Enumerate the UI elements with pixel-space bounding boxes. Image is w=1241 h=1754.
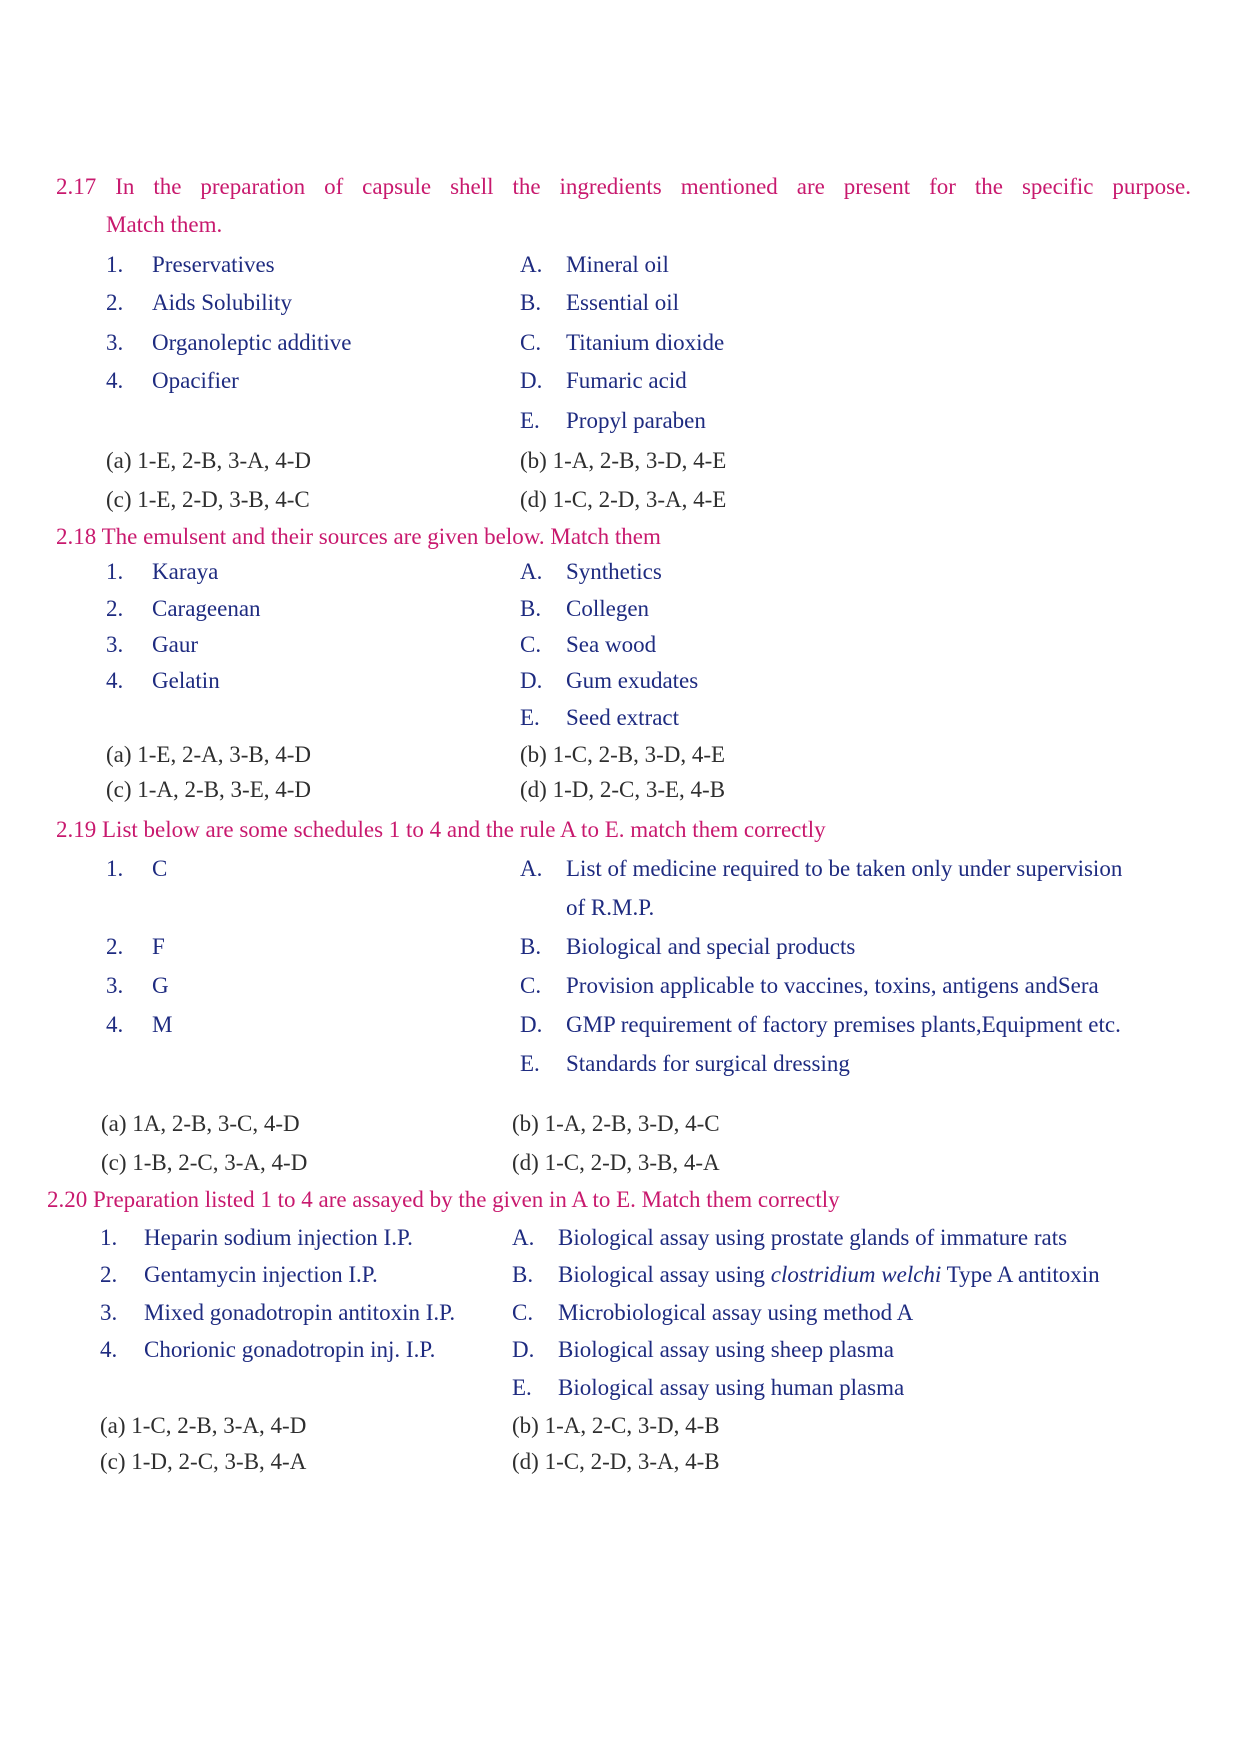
match-letter: B. — [520, 934, 542, 959]
match-letter: D. — [520, 668, 543, 693]
answer-option-d: (d) 1-C, 2-D, 3-A, 4-B — [512, 1449, 720, 1474]
item-number: 3. — [100, 1300, 118, 1325]
match-text: Biological and special products — [566, 934, 856, 959]
match-text: Collegen — [566, 596, 650, 621]
match-letter: A. — [520, 559, 543, 584]
match-letter: E. — [520, 408, 540, 433]
item-number: 2. — [106, 596, 124, 621]
answer-option-d: (d) 1-C, 2-D, 3-A, 4-E — [520, 487, 727, 512]
item-text: Carageenan — [152, 596, 261, 621]
item-number: 3. — [106, 330, 124, 355]
answer-option-b: (b) 1-A, 2-B, 3-D, 4-E — [520, 448, 727, 473]
match-text-italic: clostridium welchi — [770, 1262, 942, 1287]
item-text: Gentamycin injection I.P. — [144, 1262, 378, 1287]
item-number: 2. — [106, 934, 124, 959]
question-heading — [56, 524, 661, 550]
match-letter: B. — [520, 290, 542, 315]
question-heading — [56, 817, 826, 843]
question-text-continued: Match them. — [106, 212, 223, 237]
question-heading — [56, 174, 1191, 200]
question-text: List below are some schedules 1 to 4 and the rule A to E. match them correctly — [102, 817, 826, 842]
item-number: 2. — [100, 1262, 118, 1287]
match-text: GMP requirement of factory premises plants,Equipment etc. — [566, 1012, 1121, 1037]
question-text: The emulsent and their sources are given below. Match them — [101, 524, 661, 549]
match-text-start: Biological assay using — [558, 1262, 771, 1287]
question-text: In the preparation of capsule shell the ingredients mentioned are present for the specific purpose. — [115, 174, 1192, 199]
match-letter: D. — [520, 1012, 543, 1037]
item-text: Mixed gonadotropin antitoxin I.P. — [144, 1300, 456, 1325]
answer-option-a: (a) 1-E, 2-A, 3-B, 4-D — [106, 742, 312, 767]
match-text: Propyl paraben — [566, 408, 706, 433]
item-number: 3. — [106, 632, 124, 657]
answer-option-a: (a) 1-C, 2-B, 3-A, 4-D — [100, 1413, 307, 1438]
item-number: 4. — [100, 1337, 118, 1362]
match-text: Biological assay using human plasma — [558, 1375, 905, 1400]
match-text: Titanium dioxide — [566, 330, 725, 355]
match-text: Seed extract — [566, 705, 680, 730]
match-letter: B. — [512, 1262, 534, 1287]
answer-option-c: (c) 1-D, 2-C, 3-B, 4-A — [100, 1449, 307, 1474]
item-text: Organoleptic additive — [152, 330, 352, 355]
match-letter: A. — [512, 1225, 535, 1250]
question-number: 2.20 — [47, 1187, 88, 1212]
match-letter: C. — [520, 330, 542, 355]
item-text: Opacifier — [152, 368, 239, 393]
item-text: C — [152, 856, 168, 881]
question-heading — [47, 1187, 840, 1213]
match-text-continued: of R.M.P. — [566, 895, 655, 920]
answer-option-b: (b) 1-C, 2-B, 3-D, 4-E — [520, 742, 726, 767]
item-number: 1. — [100, 1225, 118, 1250]
item-number: 1. — [106, 559, 124, 584]
item-text: Heparin sodium injection I.P. — [144, 1225, 413, 1250]
match-text: Sea wood — [566, 632, 657, 657]
answer-option-b: (b) 1-A, 2-C, 3-D, 4-B — [512, 1413, 720, 1438]
item-text: Gaur — [152, 632, 198, 657]
item-number: 4. — [106, 368, 124, 393]
match-text: Mineral oil — [566, 252, 669, 277]
match-letter: E. — [512, 1375, 532, 1400]
match-text: Standards for surgical dressing — [566, 1051, 850, 1076]
item-number: 1. — [106, 856, 124, 881]
match-text: Synthetics — [566, 559, 662, 584]
question-number: 2.18 — [56, 524, 97, 549]
match-letter: E. — [520, 705, 540, 730]
match-text-end: Type A antitoxin — [941, 1262, 1100, 1287]
match-letter: A. — [520, 252, 543, 277]
match-text: Biological assay using sheep plasma — [558, 1337, 894, 1362]
match-text: Gum exudates — [566, 668, 699, 693]
item-number: 4. — [106, 1012, 124, 1037]
item-text: F — [152, 934, 165, 959]
question-number: 2.17 — [56, 174, 97, 199]
answer-option-d: (d) 1-D, 2-C, 3-E, 4-B — [520, 777, 726, 802]
item-text: Preservatives — [152, 252, 275, 277]
item-number: 3. — [106, 973, 124, 998]
match-letter: B. — [520, 596, 542, 621]
match-text: List of medicine required to be taken only under supervision — [566, 856, 1123, 881]
item-number: 1. — [106, 252, 124, 277]
item-text: Karaya — [152, 559, 219, 584]
answer-option-d: (d) 1-C, 2-D, 3-B, 4-A — [512, 1150, 720, 1175]
match-text: Microbiological assay using method A — [558, 1300, 914, 1325]
match-letter: C. — [512, 1300, 534, 1325]
match-letter: E. — [520, 1051, 540, 1076]
match-letter: A. — [520, 856, 543, 881]
item-number: 2. — [106, 290, 124, 315]
answer-option-c: (c) 1-A, 2-B, 3-E, 4-D — [106, 777, 312, 802]
match-letter: C. — [520, 973, 542, 998]
match-text: Fumaric acid — [566, 368, 687, 393]
match-letter: D. — [520, 368, 543, 393]
match-text — [558, 1262, 1100, 1288]
match-text: Essential oil — [566, 290, 680, 315]
question-number: 2.19 — [56, 817, 97, 842]
answer-option-c: (c) 1-E, 2-D, 3-B, 4-C — [106, 487, 310, 512]
answer-option-a: (a) 1-E, 2-B, 3-A, 4-D — [106, 448, 312, 473]
item-text: M — [152, 1012, 173, 1037]
item-number: 4. — [106, 668, 124, 693]
item-text: G — [152, 973, 169, 998]
match-text: Biological assay using prostate glands of immature rats — [558, 1225, 1068, 1250]
question-text: Preparation listed 1 to 4 are assayed by the given in A to E. Match them correctly — [93, 1187, 840, 1212]
match-letter: D. — [512, 1337, 535, 1362]
match-letter: C. — [520, 632, 542, 657]
answer-option-b: (b) 1-A, 2-B, 3-D, 4-C — [512, 1111, 720, 1136]
item-text: Gelatin — [152, 668, 220, 693]
item-text: Chorionic gonadotropin inj. I.P. — [144, 1337, 436, 1362]
answer-option-c: (c) 1-B, 2-C, 3-A, 4-D — [101, 1150, 308, 1175]
item-text: Aids Solubility — [152, 290, 292, 315]
match-text: Provision applicable to vaccines, toxins, antigens andSera — [566, 973, 1099, 998]
answer-option-a: (a) 1A, 2-B, 3-C, 4-D — [101, 1111, 300, 1136]
